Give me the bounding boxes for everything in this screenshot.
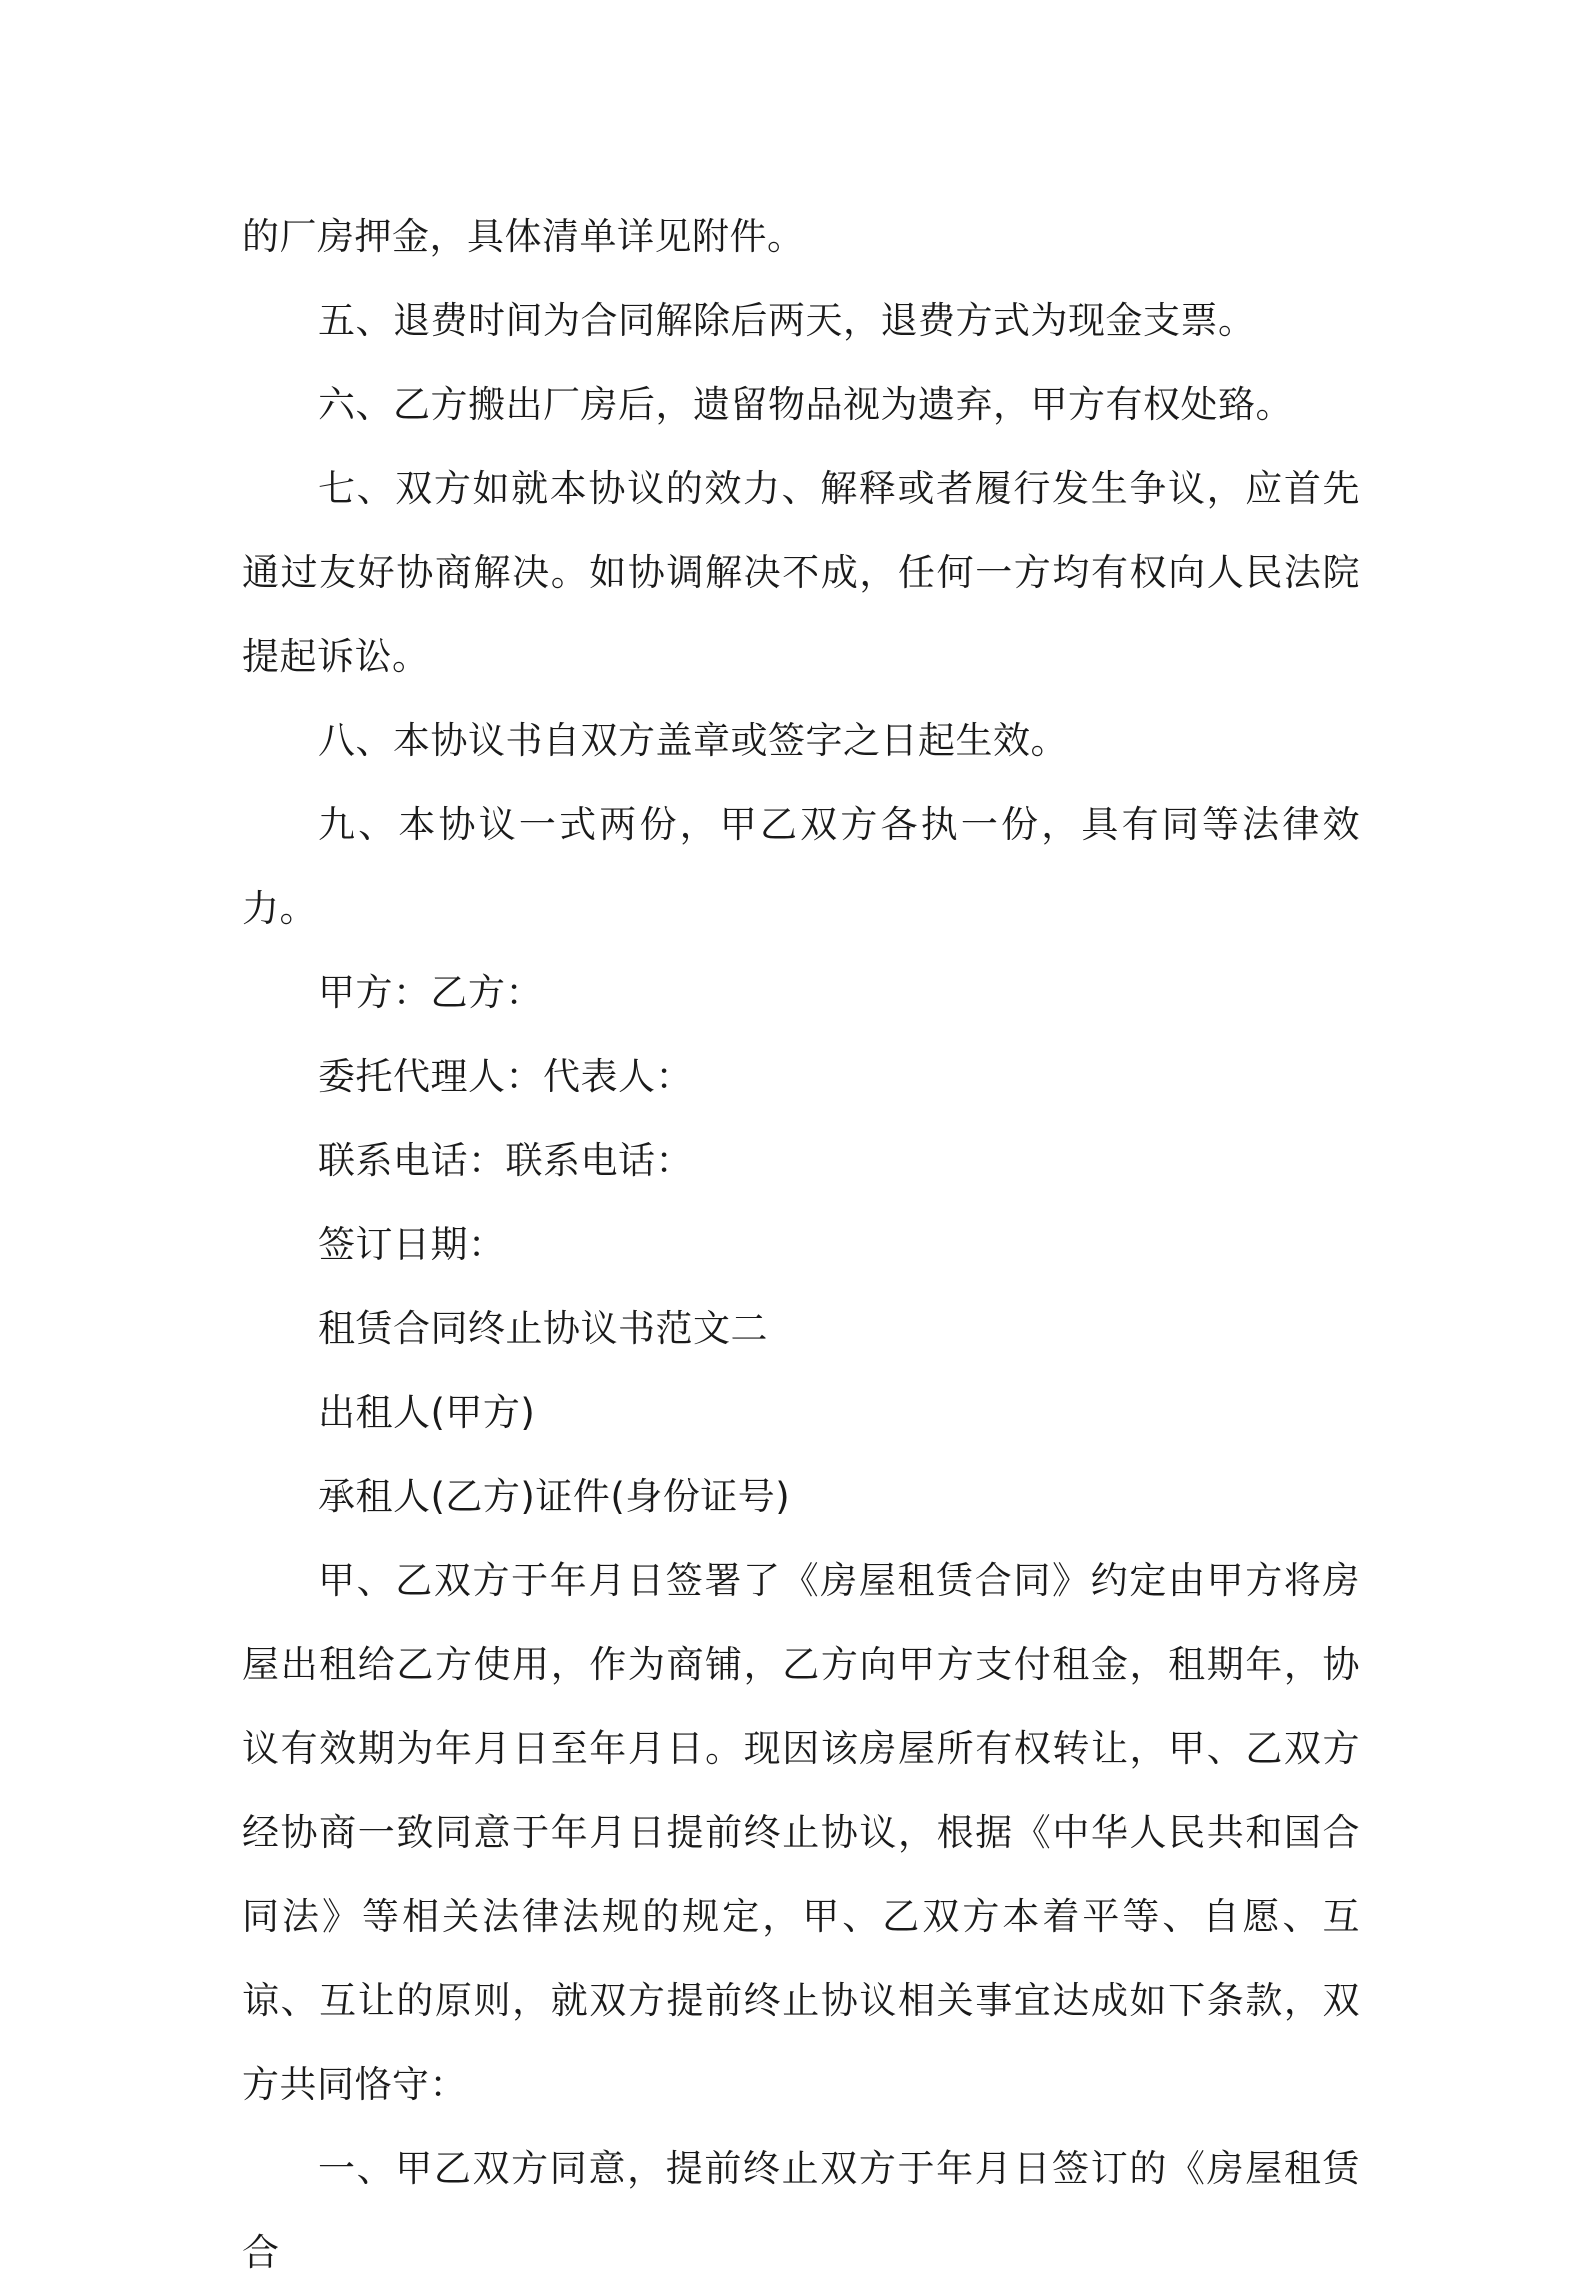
signature-phones: 联系电话：联系电话： [318, 1139, 693, 1182]
signature-agents: 委托代理人：代表人： [318, 1055, 693, 1098]
clause-6-abandoned-items: 六、乙方搬出厂房后，遗留物品视为遗弃，甲方有权处臵。 [318, 383, 1293, 426]
signature-parties: 甲方：乙方： [318, 971, 543, 1014]
clause-1-termination: 一、甲乙双方同意，提前终止双方于年月日签订的《房屋租赁合 [242, 2147, 1360, 2274]
clause-5-refund-time: 五、退费时间为合同解除后两天，退费方式为现金支票。 [318, 299, 1256, 342]
paragraph-deposit-continuation: 的厂房押金，具体清单详见附件。 [242, 215, 805, 258]
preamble-paragraph: 甲、乙双方于年月日签署了《房屋租赁合同》约定由甲方将房屋出租给乙方使用，作为商铺，乙方向甲方支付租金，租期年，协议有效期为年月日至年月日。现因该房屋所有权转让，甲、乙双方经协商一致同意于年月日提前终止协议，根据《中华人民共和国合同法》等相关法律法规的规定，甲、乙双方本着平等、自愿、互谅、互让的原则，就双方提前终止协议相关事宜达成如下条款，双方共同恪守： [242, 1559, 1360, 2106]
lessor-line: 出租人(甲方) [318, 1391, 536, 1434]
lessee-line: 承租人(乙方)证件(身份证号) [318, 1475, 791, 1518]
clause-7-dispute-resolution: 七、双方如就本协议的效力、解释或者履行发生争议，应首先通过友好协商解决。如协调解决不成，任何一方均有权向人民法院提起诉讼。 [242, 467, 1360, 678]
clause-9-copies: 九、本协议一式两份，甲乙双方各执一份，具有同等法律效力。 [242, 803, 1360, 930]
clause-8-effective-date: 八、本协议书自双方盖章或签字之日起生效。 [318, 719, 1068, 762]
document-body [242, 195, 1360, 2295]
signature-date: 签订日期： [318, 1223, 506, 1266]
sample-two-title: 租赁合同终止协议书范文二 [318, 1307, 768, 1350]
